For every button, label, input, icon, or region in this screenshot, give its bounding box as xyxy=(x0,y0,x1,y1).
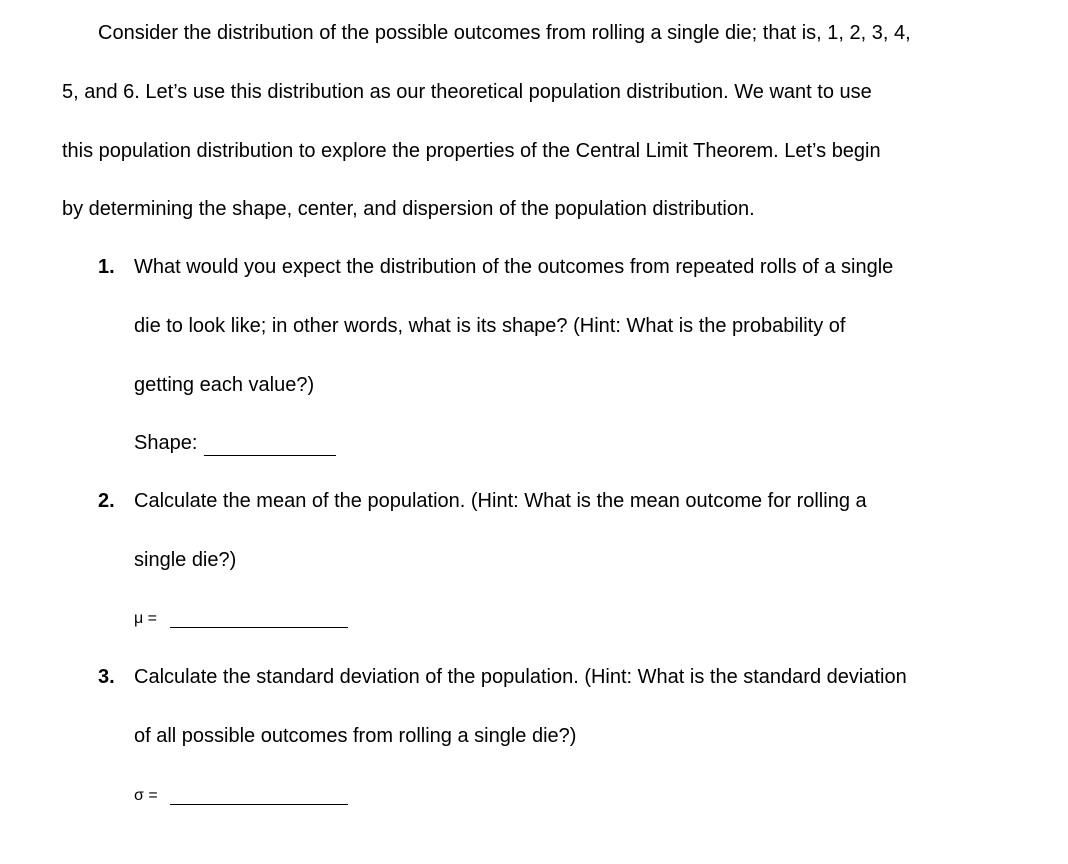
sd-answer-blank[interactable] xyxy=(170,804,348,805)
question-text-line: Calculate the standard deviation of the population. (Hint: What is the standard deviation xyxy=(134,666,907,688)
question-text-line: getting each value?) xyxy=(134,374,315,396)
question-text-line: single die?) xyxy=(134,549,237,571)
shape-answer-blank[interactable] xyxy=(204,455,336,456)
question-number: 3. xyxy=(98,666,115,688)
mean-answer-label: μ = xyxy=(134,610,158,627)
question-text-line: of all possible outcomes from rolling a single die?) xyxy=(134,725,577,747)
question-text-line: die to look like; in other words, what is its shape? (Hint: What is the probability of xyxy=(134,315,846,337)
question-number: 1. xyxy=(98,256,115,278)
sd-answer-label: σ = xyxy=(134,787,158,804)
question-text-line: What would you expect the distribution of the outcomes from repeated rolls of a single xyxy=(134,256,894,278)
intro-line: Consider the distribution of the possible outcomes from rolling a single die; that is, 1, 2, 3, 4, xyxy=(98,22,911,44)
intro-line: by determining the shape, center, and dispersion of the population distribution. xyxy=(62,198,755,220)
intro-line: this population distribution to explore the properties of the Central Limit Theorem. Let’s begin xyxy=(62,140,881,162)
intro-line: 5, and 6. Let’s use this distribution as our theoretical population distribution. We want to use xyxy=(62,81,872,103)
question-text-line: Calculate the mean of the population. (Hint: What is the mean outcome for rolling a xyxy=(134,490,867,512)
shape-answer-label: Shape: xyxy=(134,432,198,454)
question-number: 2. xyxy=(98,490,115,512)
mean-answer-blank[interactable] xyxy=(170,627,348,628)
